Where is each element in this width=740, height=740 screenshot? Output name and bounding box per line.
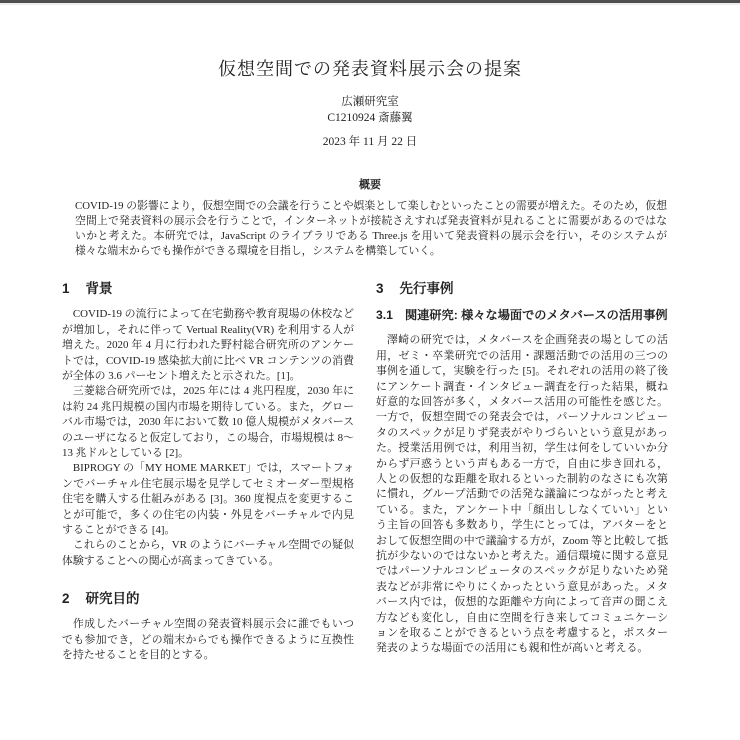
section-2-paragraph: 作成したバーチャル空間の発表資料展示会に誰でもいつでも参加でき，どの端末からでも操作できるように互換性を持たせることを目的とする。 bbox=[62, 618, 354, 662]
section-2-heading bbox=[62, 590, 354, 607]
subsection-3-1-paragraph: 澤崎の研究では，メタバースを企画発表の場としての活用，ゼミ・卒業研究での活用・課題活動での活用の三つの事例を通して，実験を行った [5]。それぞれの活用の終了後にアンケート調査・インタビュー調査を行った結果，概ね好意的な回答が多く，メタバース活用の可能性を感じた。一方で，仮想空間での発表会では，パーソナルコンピュータのスペックが足りず発表がやりづらいという意見があった。授業活用例では，利用当初，学生は何をしていいか分からず戸惑うという声もある一方で，自由に歩き回れる，人との仮想的な距離を取れるといった制約のなさにも次第に慣れ，グループ活動での活発な議論につながったと考えている。また，アンケート中「顔出ししなくていい」という主旨の回答も多数あり，学生にとっては，アバターをとおして仮想空間の中で議論する方が，Zoom 等と比較して抵抗が少ないのではないかと考えた。通信環境に関する意見ではパーソナルコンピュータのスペックが足りないため発表などが非常にやりにくかったという意見があった。メタバース内では，仮想的な距離や方向によって音声の聞こえ方なども変化し，自由に空間を行き来してコミュニケーションを取ることができるという点を考慮すると，ポスター発表のような場面での活用にも親和性が高いと考える。 bbox=[376, 334, 668, 655]
section-3-title: 先行事例 bbox=[399, 281, 454, 297]
page-title: 仮想空間での発表資料展示会の提案 bbox=[218, 59, 522, 79]
subsection-3-1-title: 関連研究: 様々な場面でのメタバースの活用事例 bbox=[404, 308, 668, 323]
abstract-text: COVID-19 の影響により，仮想空間での会議を行うことや娯楽として楽しむといったことの需要が増えた。そのため，仮想空間上で発表資料の展示会を行うことで，インターネットが接続さえすれば発表資料が見れることに需要があるのではないかと考えた。本研究では，JavaScript のライブラリである Three.js を用いて発表資料の展示会を行い，そのシステムが様々な端末からでも操作ができる環境を目指し，システムを構築していく。 bbox=[75, 199, 667, 258]
section-1-paragraph: BIPROGY の「MY HOME MARKET」では，スマートフォンでバーチャル住宅展示場を見学してセミオーダー型規格住宅を購入する仕組みがある [3]。360 度視点を変更することが可能で，多くの住宅の内装・外見をバーチャルで内見することができる [4]。 bbox=[62, 462, 354, 536]
section-1-paragraph: COVID-19 の流行によって在宅勤務や教育現場の休校などが増加し，それに伴って Vertual Reality(VR) を利用する人が増えた。2020 年 4 月に行われた野村総合研究所のアンケートでは，COVID-19 感染拡大前に比べ VR コンテンツの消費が全体の 3.6 パーセント増えたと示された。[1]。 bbox=[62, 308, 354, 382]
section-3-number: 3 bbox=[376, 281, 384, 297]
subsection-3-1-heading bbox=[376, 307, 668, 323]
two-column-body bbox=[0, 280, 740, 663]
affiliation: 広瀬研究室 bbox=[341, 96, 399, 108]
section-2-number: 2 bbox=[62, 591, 70, 607]
subsection-3-1-number: 3.1 bbox=[376, 308, 393, 323]
author: C1210924 斎藤翼 bbox=[327, 111, 413, 124]
right-column bbox=[376, 280, 668, 663]
left-column bbox=[62, 280, 354, 663]
date: 2023 年 11 月 22 日 bbox=[322, 136, 418, 148]
section-1-paragraph: 三菱総合研究所では，2025 年には 4 兆円程度，2030 年には約 24 兆円規模の国内市場を期待している。また，グローバル市場では，2030 年において数 10 億人規模がメタバースのユーザになると仮定しており，この場合，市場規模は 8〜13 兆ドルとしている [2]。 bbox=[62, 385, 354, 459]
abstract-heading: 概要 bbox=[359, 178, 381, 191]
section-1-title: 背景 bbox=[85, 281, 113, 297]
window-top-edge bbox=[0, 0, 740, 5]
section-2-title: 研究目的 bbox=[85, 591, 140, 607]
section-1-heading bbox=[62, 280, 354, 297]
section-1-number: 1 bbox=[62, 281, 70, 297]
section-3-heading bbox=[376, 280, 668, 297]
section-1-paragraph: これらのことから，VR のようにバーチャル空間での疑似体験することへの関心が高まってきている。 bbox=[62, 539, 354, 567]
